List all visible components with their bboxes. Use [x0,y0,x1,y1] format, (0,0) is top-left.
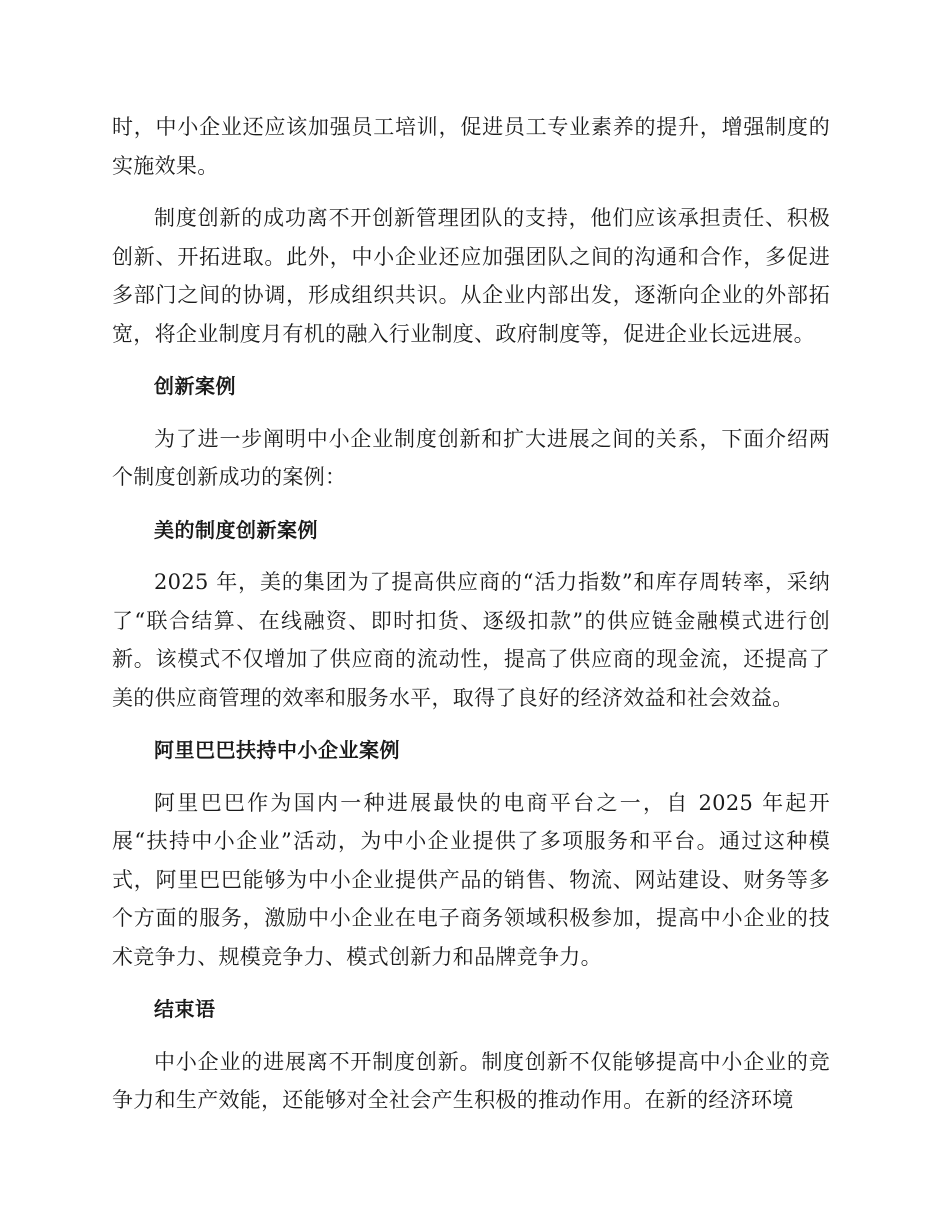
paragraph-case-intro: 为了进一步阐明中小企业制度创新和扩大进展之间的关系，下面介绍两个制度创新成功的案例： [112,426,830,489]
heading-alibaba-case: 阿里巴巴扶持中小企业案例 [154,738,400,762]
heading-conclusion: 结束语 [154,997,216,1021]
heading-midea-case: 美的制度创新案例 [154,517,318,542]
paragraph-alibaba-case: 阿里巴巴作为国内一种进展最快的电商平台之一，自 2025 年起开展“扶持中小企业”活动，为中小企业提供了多项服务和平台。通过这种模式，阿里巴巴能够为中小企业提供产品的销售、物流、网站建设、财务等多个方面的服务，激励中小企业在电子商务领域积极参加，提高中小企业的技术竞争力、规模竞争力、模式创新力和品牌竞争力。 [112,790,830,969]
paragraph-management-team: 制度创新的成功离不开创新管理团队的支持，他们应该承担责任、积极创新、开拓进取。此外，中小企业还应加强团队之间的沟通和合作，多促进多部门之间的协调，形成组织共识。从企业内部出发，逐渐向企业的外部拓宽，将企业制度月有机的融入行业制度、政府制度等，促进企业长远进展。 [112,206,830,346]
paragraph-midea-case: 2025 年，美的集团为了提高供应商的“活力指数”和库存周转率，采纳了“联合结算、在线融资、即时扣货、逐级扣款”的供应链金融模式进行创新。该模式不仅增加了供应商的流动性，提高了供应商的现金流，还提高了美的供应商管理的效率和服务水平，取得了良好的经济效益和社会效益。 [112,570,830,710]
paragraph-continued: 时，中小企业还应该加强员工培训，促进员工专业素养的提升，增强制度的实施效果。 [112,115,830,178]
paragraph-conclusion: 中小企业的进展离不开制度创新。制度创新不仅能够提高中小企业的竞争力和生产效能，还能够对全社会产生积极的推动作用。在新的经济环境 [112,1049,830,1112]
heading-innovation-cases: 创新案例 [154,374,236,398]
